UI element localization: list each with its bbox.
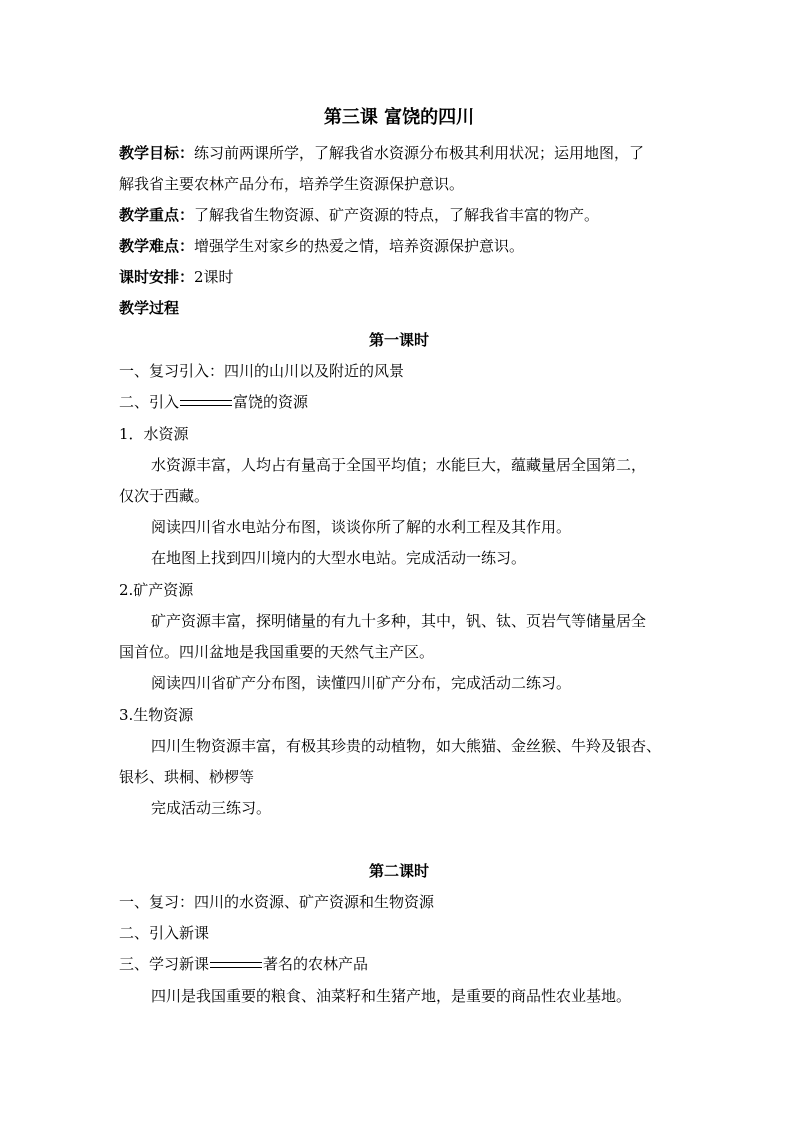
bio-heading: 3.生物资源 (119, 706, 194, 724)
objectives-line-1 (119, 143, 679, 163)
bio-para1-line2: 银杉、珙桐、桫椤等 (119, 768, 255, 786)
water-para1-line1: 水资源丰富，人均占有量高于全国平均值；水能巨大，蕴藏量居全国第二， (151, 456, 647, 474)
lesson2-para1: 四川是我国重要的粮食、油菜籽和生猪产地，是重要的商品性农业基地。 (151, 987, 632, 1005)
mineral-para1-line2: 国首位。四川盆地是我国重要的天然气主产区。 (119, 643, 435, 661)
lesson2-review: 一、复习：四川的水资源、矿产资源和生物资源 (119, 893, 435, 911)
lesson2-study-prefix: 三、学习新课 (119, 955, 210, 973)
schedule-line (119, 267, 679, 287)
objectives-line-2: 解我省主要农林产品分布，培养学生资源保护意识。 (119, 175, 465, 193)
mineral-para1-line1: 矿产资源丰富，探明储量的有九十多种，其中，钒、钛、页岩气等储量居全 (151, 612, 647, 630)
mineral-para2: 阅读四川省矿产分布图，读懂四川矿产分布，完成活动二练习。 (151, 674, 572, 692)
lesson1-heading: 第一课时 (368, 331, 429, 349)
lesson2-study-suffix: 著名的农林产品 (263, 955, 369, 973)
key-points-label: 教学重点： (119, 206, 195, 224)
lesson1-new-prefix: 二、引入 (119, 393, 180, 411)
key-points-text: 了解我省生物资源、矿产资源的特点，了解我省丰富的物产。 (194, 206, 600, 224)
double-dash-line (210, 962, 262, 968)
lesson1-intro: 一、复习引入：四川的山川以及附近的风景 (119, 362, 405, 380)
key-points-line (119, 205, 679, 225)
bio-para1-line1: 四川生物资源丰富，有极其珍贵的动植物，如大熊猫、金丝猴、牛羚及银杏、 (151, 737, 662, 755)
difficulties-line (119, 236, 679, 256)
difficulties-text: 增强学生对家乡的热爱之情，培养资源保护意识。 (194, 237, 525, 255)
mineral-heading: 2.矿产资源 (119, 581, 194, 599)
lesson2-study (119, 954, 679, 974)
double-dash-line (180, 400, 232, 406)
bio-para2: 完成活动三练习。 (151, 799, 272, 817)
water-para2: 阅读四川省水电站分布图，谈谈你所了解的水利工程及其作用。 (151, 518, 572, 536)
objectives-text-1: 练习前两课所学，了解我省水资源分布极其利用状况；运用地图，了 (194, 144, 645, 162)
water-para1-line2: 仅次于西藏。 (119, 487, 210, 505)
schedule-label: 课时安排： (119, 268, 195, 286)
schedule-text: 2课时 (194, 268, 234, 286)
process-label: 教学过程 (119, 299, 180, 317)
difficulties-label: 教学难点： (119, 237, 195, 255)
lesson-title: 第三课 富饶的四川 (323, 107, 475, 128)
objectives-label: 教学目标： (119, 144, 195, 162)
water-para3: 在地图上找到四川境内的大型水电站。完成活动一练习。 (151, 549, 527, 567)
water-heading: 1．水资源 (119, 425, 189, 443)
lesson1-new-topic (119, 392, 679, 412)
lesson1-new-suffix: 富饶的资源 (233, 393, 309, 411)
lesson2-heading: 第二课时 (368, 862, 429, 880)
lesson2-intro: 二、引入新课 (119, 924, 210, 942)
